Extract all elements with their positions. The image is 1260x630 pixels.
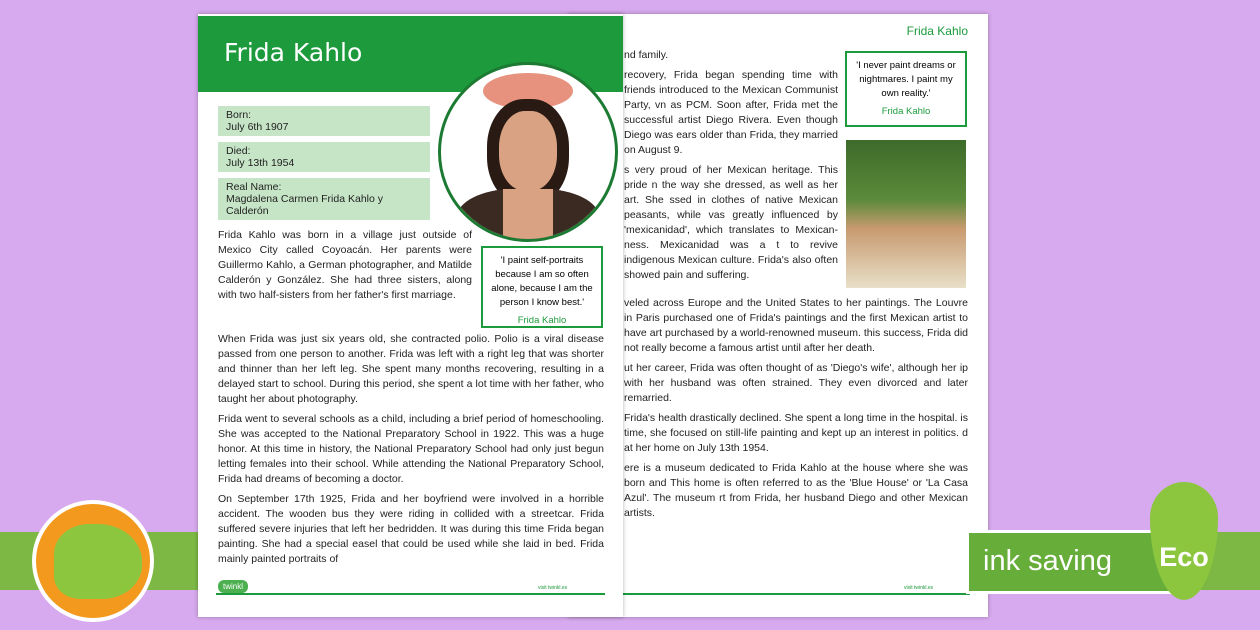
paragraph: Frida's health drastically declined. She spent a long time in the hospital. is time, she focused on still-life painting and kept up an interest in politics. d at her home on July 13th 1954. [624, 412, 968, 454]
paragraph: veled across Europe and the United States to her paintings. The Louvre in Paris purchased one of Frida's paintings and the first Mexican artist to have art purchased by a world-renowned museum. this success, Frida did not really become a famous artist until after her death. [624, 297, 968, 354]
born-value: July 6th 1907 [226, 121, 289, 133]
twinkl-logo: twinkl [218, 580, 248, 593]
quote-box [481, 246, 603, 328]
paragraph: ut her career, Frida was often thought of as 'Diego's wife', although her ip with her husband was often strained. They even divorced and later remarried. [624, 362, 968, 404]
paragraph: nd family. [624, 49, 669, 61]
paragraph: s very proud of her Mexican heritage. This pride n the way she dressed, as well as her art. She ssed in clothes of native Mexican peasants, while vas greatly influenced by 'mexicanidad', which translates to Mexican-ness. Mexicanidad was a t to revive indigenous Mexican culture. Frida's also often showed pain and suffering. [624, 164, 838, 281]
paragraph: ere is a museum dedicated to Frida Kahlo at the house where she was born and This home is often referred to as the 'Blue House' or 'La Casa Azul'. The museum rt from Frida, her husband Diego and other Mexican artists. [624, 462, 968, 519]
born-box [218, 106, 430, 136]
footer-link[interactable]: visit twinkl.es [904, 585, 934, 591]
died-value: July 13th 1954 [226, 157, 295, 169]
intro-text [218, 228, 472, 308]
paragraph: recovery, Frida began spending time with friends introduced to the Mexican Communist Party, vn as PCM. Soon after, Frida met the successful artist Diego Rivera. Even though Diego was ears older than Frida, they married on August 9. [624, 69, 838, 156]
frida-portrait [438, 62, 618, 242]
paragraph: When Frida was just six years old, she contracted polio. Polio is a viral disease passed from one person to another. Frida was left with a right leg that was shorter and thinner than her left leg. She spent many months recovering, resulting in a delayed start to school. During this period, she spent a lot time with her father, who taught her about photography. [218, 333, 604, 405]
spain-map-icon [54, 524, 142, 599]
quote-author: Frida Kahlo [517, 315, 567, 326]
spain-map-badge [32, 500, 154, 622]
paragraph: On September 17th 1925, Frida and her boyfriend were involved in a horrible accident. The wooden bus they were riding in collided with a streetcar. Frida suffered severe injuries that left her bedridden. It was during this time Frida began painting. She had a special easel that could be used while she laid in bed. Frida mainly painted portraits of [218, 493, 604, 565]
died-label: Died: [226, 145, 251, 157]
self-portrait-painting [846, 140, 966, 288]
ink-saving-label: ink saving [983, 545, 1112, 577]
body-text [218, 332, 604, 572]
real-name-label: Real Name: [226, 181, 282, 193]
quote-author: Frida Kahlo [881, 106, 931, 117]
front-page [198, 14, 623, 617]
footer-line [216, 593, 605, 595]
back-page-header: Frida Kahlo [906, 24, 968, 38]
quote-box [845, 51, 967, 127]
died-box [218, 142, 430, 172]
back-page [568, 14, 988, 617]
real-name-box [218, 178, 430, 220]
ink-saving-badge [966, 530, 1181, 594]
footer-link[interactable]: visit twinkl.es [538, 585, 568, 591]
eco-label: Eco [1159, 542, 1209, 572]
born-label: Born: [226, 109, 252, 121]
quote-text: 'I paint self-portraits because I am so often alone, because I am the person I know best.' [491, 255, 593, 308]
real-name-value: Magdalena Carmen Frida Kahlo y Calderón [226, 193, 383, 217]
back-page-text-lower [624, 296, 968, 526]
page-title: Frida Kahlo [224, 38, 363, 67]
paragraph: Frida went to several schools as a child, including a brief period of homeschooling. She was accepted to the National Preparatory School in 1922. This was a huge honor. At this time in history, the National Preparatory School had only just begun letting females into their school. While attending the National Preparatory School, Frida had dreams of becoming a doctor. [218, 413, 604, 485]
quote-text: 'I never paint dreams or nightmares. I paint my own reality.' [856, 60, 956, 99]
paragraph: Frida Kahlo was born in a village just outside of Mexico City called Coyoacán. Her parents were Guillermo Kahlo, a German photographer, and Matilde Calderón y González. She had three sisters, along with two half-sisters from her father's first marriage. [218, 229, 472, 301]
footer-line [586, 593, 970, 595]
back-page-text [624, 48, 838, 288]
